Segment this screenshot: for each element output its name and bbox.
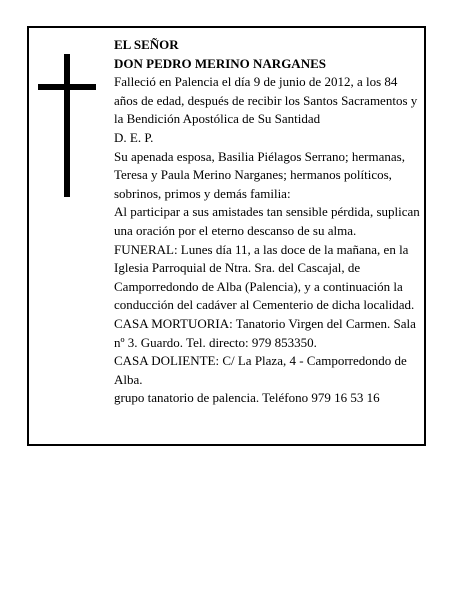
family-list: Su apenada esposa, Basilia Piélagos Serrano; hermanas, Teresa y Paula Merino Narganes; hermanos políticos, sobrinos, primos y demás familia:: [114, 148, 405, 201]
funeral-home-details: CASA MORTUORIA: Tanatorio Virgen del Carmen. Sala nº 3. Guardo. Tel. directo: 979 853350.: [114, 315, 416, 350]
deceased-name: DON PEDRO MERINO NARGANES: [114, 55, 326, 71]
prayer-request: Al participar a sus amistades tan sensible pérdida, suplican una oración por el eterno descanso de su alma.: [114, 204, 420, 238]
title-line-1: EL SEÑOR: [114, 37, 179, 52]
funeral-group-contact: grupo tanatorio de palencia. Teléfono 979 16 53 16: [114, 390, 380, 406]
family-home-details: CASA DOLIENTE: C/ La Plaza, 4 - Camporredondo de Alba.: [114, 353, 407, 387]
rest-in-peace: D. E. P.: [114, 129, 154, 145]
death-announcement: Falleció en Palencia el día 9 de junio de 2012, a los 84 años de edad, después de recibir los Santos Sacramentos y la Bendición Apostólica de Su Santidad: [114, 74, 418, 127]
cross-horizontal-bar: [38, 84, 96, 90]
funeral-details: FUNERAL: Lunes día 11, a las doce de la mañana, en la Iglesia Parroquial de Ntra. Sra. del Cascajal, de Camporredondo de Alba (Palencia), y a continuación la conducción del cadáver al Cementerio de dicha localidad.: [114, 241, 415, 313]
obituary-text: [114, 36, 422, 408]
cross-vertical-bar: [64, 54, 70, 197]
